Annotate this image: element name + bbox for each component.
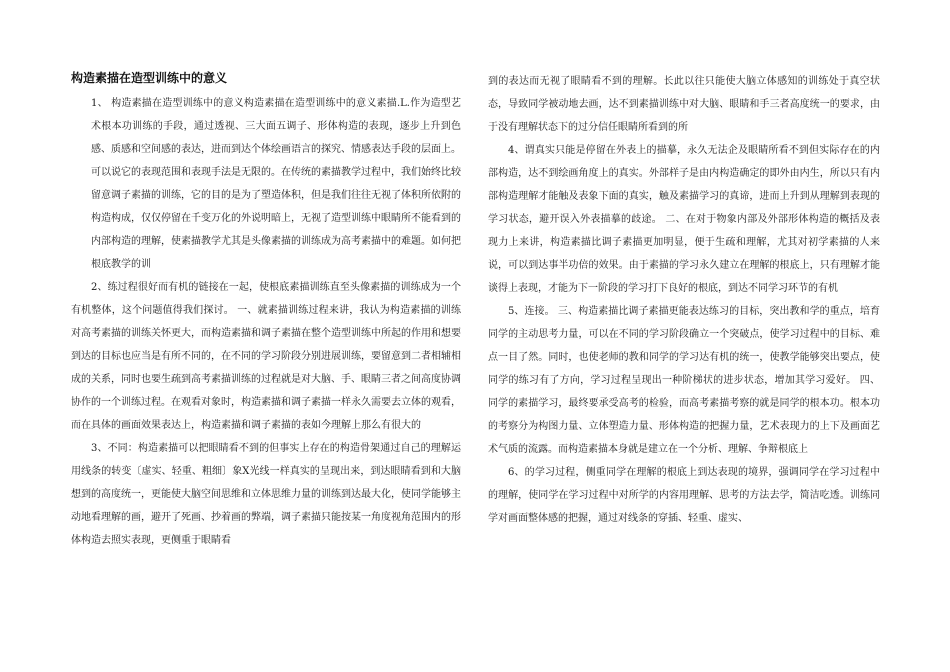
document-title: 构造素描在造型训练中的意义 bbox=[71, 71, 228, 85]
paragraph-3-continued: 到的表达而无视了眼睛看不到的理解。长此以往只能使大脑立体感知的训练处于真空状态，导致同学被动地去画，达不到素描训练中对大脑、眼睛和手三者高度统一的要求，由于没有理解状态下的过分信任眼睛所看到的所 bbox=[488, 76, 880, 133]
right-column bbox=[488, 70, 880, 530]
paragraph-4: 4、谓真实只能是停留在外表上的描摹，永久无法企及眼睛所看不到但实际存在的内部构造，达不到绘画角度上的真实。外部样子是由内构造确定的即外由内生，所以只有内部构造理解才能触及表象下面的真实，触及素描学习的真谛，进而上升到从理解到表现的学习状态，避开误入外表描摹的歧途。 二、在对于物象内部及外部形体构造的概括及表现力上来讲，构造素描比调子素描更加明显，便于生疏和理解，尤其对初学素描的人来说，可以到达事半功倍的效果。由于素描的学习永久建立在理解的根底上，只有理解才能谈得上表现，才能为下一阶段的学习打下良好的根底，到达不同学习环节的有机 bbox=[488, 145, 880, 294]
left-column bbox=[71, 70, 461, 552]
paragraph-3: 3、不同：构造素描可以把眼睛看不到的但事实上存在的构造骨架通过自己的理解运用线条的转变〔虚实、轻重、粗细〕象X光线一样真实的呈现出来，到达眼睛看到和大脑想到的高度统一，更能使大脑空间思维和立体思维力量的训练到达最大化，使同学能够主动地看理解的画，避开了死画、抄着画的弊端，调子素描只能按某一角度视角范围内的形体构造去照实表现，更侧重于眼睛看 bbox=[71, 443, 461, 546]
paragraph-5: 5、连接。 三、构造素描比调子素描更能表达练习的目标，突出教和学的重点，培育同学的主动思考力量，可以在不同的学习阶段确立一个突破点，使学习过程中的目标、难点一目了然。同时，也使老师的教和同学的学习达有机的统一，使教学能够突出要点，使同学的练习有了方向，学习过程呈现出一种阶梯状的进步状态，增加其学习爱好。 四、同学的素描学习，最终要承受高考的检验，而高考素描考察的就是同学的根本功。根本功的考察分为构图力量、立体塑造力量、形体构造的把握力量，艺术表现力的上下及画面艺术气质的流露。而构造素描本身就是建立在一个分析、理解、争辩根底上 bbox=[488, 306, 880, 455]
paragraph-2: 2、练过程很好而有机的链接在一起，使根底素描训练直至头像素描的训练成为一个有机整体，这个问题值得我们探讨。 一、就素描训练过程来讲，我认为构造素描的训练对高考素描的训练关怀更大，而构造素描和调子素描在整个造型训练中所起的作用和想要到达的目标也应当是有所不同的，在不同的学习阶段分别进展训练，要留意到二者相辅相成的关系，同时也要生疏到高考素描训练的过程就是对大脑、手、眼睛三者之间高度协调协作的一个训练过程。在观看对象时，构造素描和调子素描一样永久需要去立体的观看，而在具体的画面效果表达上，构造素描和调子素描的表如今理解上那么有很大的 bbox=[71, 282, 461, 431]
paragraph-1: 1、 构造素描在造型训练中的意义构造素描在造型训练中的意义素描.L.作为造型艺术根本功训练的手段，通过透视、三大面五调子、形体构造的表现，逐步上升到色感、质感和空间感的表达，进而到达个体绘画语言的探究、情感表达手段的层面上。可以说它的表现范围和表现手法是无限的。在传统的素描教学过程中，我们始终比较留意调子素描的训练，它的目的是为了塑造体积，但是我们往往无视了体积所依附的构造构成，仅仅停留在千变万化的外说明暗上，无视了造型训练中眼睛所不能看到的内部构造的理解，使素描教学尤其是头像素描的训练成为高考素描中的难题。如何把根底教学的训 bbox=[91, 98, 461, 270]
paragraph-6: 6、的学习过程，侧重同学在理解的根底上到达表现的境界，强调同学在学习过程中的理解，使同学在学习过程中对所学的内容用理解、思考的方法去学，简洁吃透。训练同学对画面整体感的把握，通过对线条的穿插、轻重、虚实、 bbox=[488, 467, 880, 524]
